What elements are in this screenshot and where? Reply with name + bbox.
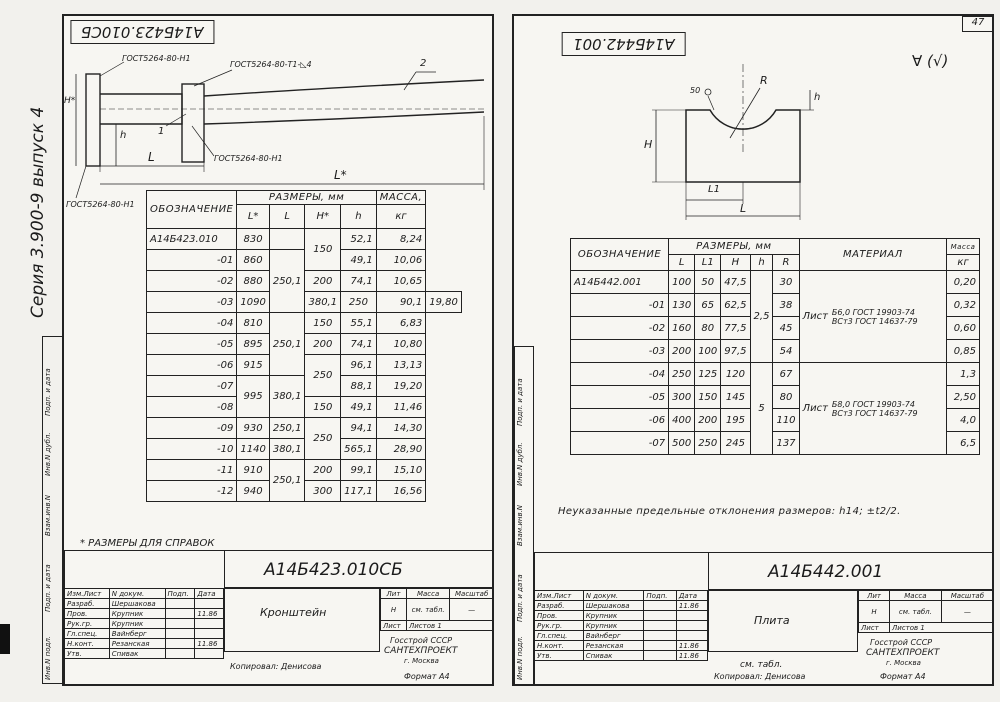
right-org-1: Госстрой СССР <box>870 638 933 647</box>
table-row: -06 915 250 96,1 13,13 <box>147 355 462 376</box>
right-roles-table <box>534 590 708 661</box>
table-row: -01 130 65 62,5 38 0,32 <box>571 294 980 317</box>
dim-label-H: Н* <box>64 96 76 106</box>
weld-note-top-right: ГОСТ5264-80-Т1-◺4 <box>230 60 312 69</box>
series-note: Серия 3.900-9 выпуск 4 <box>28 106 48 318</box>
signature-row: Н.конт. Резанская 11.86 <box>535 641 708 651</box>
table-row: А14Б442.001 100 50 47,5 2,5 30 Лист Б6,0 ГОСТ 19903-74 ВСт3 ГОСТ 14637-79 0,20 <box>571 271 980 294</box>
right-copied: Копировал: Денисова <box>714 672 806 681</box>
tolerance-note: Неуказанные предельные отклонения размеров: h14; ±t2/2. <box>558 506 901 517</box>
table-row: -02 880 200 74,1 10,65 <box>147 271 462 292</box>
signature-row: Н.конт. Резанская 11.86 <box>65 639 224 649</box>
signature-row: Пров. Крупник 11.86 <box>65 609 224 619</box>
right-material: см. табл. <box>740 660 783 670</box>
signature-row: Пров. Крупник <box>535 611 708 621</box>
table-row: -02 160 80 77,5 45 0,60 <box>571 317 980 340</box>
table-row: -05 895 200 74,1 10,80 <box>147 334 462 355</box>
left-side-col-4: Инв.N дубл. <box>44 432 52 476</box>
signature-row: Разраб. Шершакова <box>65 599 224 609</box>
roughness-mark: ∀ (√) <box>912 52 949 70</box>
left-org-2: САНТЕХПРОЕКТ <box>384 646 458 656</box>
left-side-col-5: Подп. и дата <box>44 368 52 416</box>
right-drawing-name: Плита <box>754 614 790 627</box>
table-row: А14Б423.010 830 150 52,1 8,24 <box>147 229 462 250</box>
right-side-col-3: Взам.инв.N <box>516 504 524 546</box>
right-side-col-4: Инв.N дубл. <box>516 442 524 486</box>
signature-row: Рук.гр. Крупник <box>65 619 224 629</box>
right-mirror-stamp: А14Б442.001 <box>562 32 686 56</box>
table-row: -01 860 250,1 49,1 10,06 <box>147 250 462 271</box>
col-mass-unit: кг <box>376 205 425 229</box>
weld-note-middle: ГОСТ5264-80-Н1 <box>214 154 283 163</box>
plate-dim-h: h <box>814 92 821 103</box>
col-sizes: РАЗМЕРЫ, мм <box>237 191 376 205</box>
plate-col-material: МАТЕРИАЛ <box>799 239 947 271</box>
left-side-col-3: Взам.инв.N <box>44 494 52 536</box>
left-drawing-sheet <box>44 14 494 686</box>
plate-chamfer-label: 50 <box>690 86 701 95</box>
col-designation: ОБОЗНАЧЕНИЕ <box>147 191 237 229</box>
right-format: Формат А4 <box>880 672 926 681</box>
left-org-3: г. Москва <box>404 657 439 665</box>
left-org-1: Госстрой СССР <box>390 636 453 645</box>
right-drawing-code: А14Б442.001 <box>768 562 884 582</box>
plate-dim-L1: L1 <box>708 184 720 195</box>
left-side-col-1: Инв.N подл. <box>44 635 52 680</box>
table-row: -08 150 49,1 11,46 <box>147 397 462 418</box>
col-h: h <box>341 205 377 229</box>
bracket-drawing <box>64 16 496 216</box>
table-row: -09 930 250,1 250 94,1 14,30 <box>147 418 462 439</box>
plate-size-table: ОБОЗНАЧЕНИЕ РАЗМЕРЫ, мм МАТЕРИАЛ Масса L L1 Н h R кг А14Б442.001 100 50 47,5 2,5 30 Лист Б6,0 ГОСТ 19903-74 ВСт3 ГОСТ 14637-79 0,20 -01 130 65 62,5 38 0,32 -02 160 80 77,5 45 0,60 -03 200 100 97,5 54 0,85 -04 250 125 120 5 67 Лист Б8,0 ГОСТ 19903-74 ВСт3 ГОСТ 14637-79 1,3 -05 300 150 145 80 2,50 -06 400 200 195 110 4,0 -07 500 250 245 137 6,5 <box>570 238 980 455</box>
col-Hstar: Н* <box>305 205 341 229</box>
right-lit-table: Лит Масса Масштаб Н см. табл. — Лист Листов 1 <box>858 590 994 633</box>
right-drawing-sheet <box>512 14 994 686</box>
footnote: * РАЗМЕРЫ ДЛЯ СПРАВОК <box>80 538 215 549</box>
plate-col-designation: ОБОЗНАЧЕНИЕ <box>571 239 669 271</box>
right-org-2: САНТЕХПРОЕКТ <box>866 648 940 658</box>
signature-row: Утв. Спивак 11.86 <box>535 651 708 661</box>
bracket-size-table <box>146 190 462 502</box>
left-side-col-2: Подп. и дата <box>44 564 52 612</box>
table-row: -04 250 125 120 5 67 Лист Б8,0 ГОСТ 19903-74 ВСт3 ГОСТ 14637-79 1,3 <box>571 363 980 386</box>
left-mirror-stamp: А14Б423.010СБ <box>70 20 214 44</box>
left-tb-name-cell <box>224 588 380 652</box>
plate-drawing <box>514 16 996 226</box>
page-number: 47 <box>962 16 994 32</box>
right-side-col-5: Подп. и дата <box>516 378 524 426</box>
table-row: -05 300 150 145 80 2,50 <box>571 386 980 409</box>
table-row: -11 910 250,1 200 99,1 15,10 <box>147 460 462 481</box>
left-roles-table <box>64 588 224 659</box>
col-L: L <box>269 205 305 229</box>
signature-row: Утв. Спивак <box>65 649 224 659</box>
table-row: -06 400 200 195 110 4,0 <box>571 409 980 432</box>
right-side-col-2: Подп. и дата <box>516 574 524 622</box>
signature-row: Гл.спец. Вайнберг <box>65 629 224 639</box>
left-copied: Копировал: Денисова <box>230 662 322 671</box>
table-row: -03 200 100 97,5 54 0,85 <box>571 340 980 363</box>
table-row: -03 1090 380,1 250 90,1 19,80 <box>147 292 462 313</box>
right-side-col-1: Инв.N подл. <box>516 635 524 680</box>
signature-row: Изм.Лист N докум. Подп. Дата <box>535 591 708 601</box>
col-mass: МАССА, <box>376 191 425 205</box>
signature-row: Разраб. Шершакова 11.86 <box>535 601 708 611</box>
table-row: -07 500 250 245 137 6,5 <box>571 432 980 455</box>
plate-col-mass: Масса <box>947 239 980 255</box>
signature-row: Рук.гр. Крупник <box>535 621 708 631</box>
table-row: -04 810 250,1 150 55,1 6,83 <box>147 313 462 334</box>
part-label-2: 2 <box>420 58 427 69</box>
plate-dim-L: L <box>740 202 747 215</box>
dim-label-Lstar: L* <box>334 168 347 182</box>
weld-note-top-left: ГОСТ5264-80-Н1 <box>122 54 191 63</box>
part-label-1: 1 <box>158 126 165 137</box>
plate-dim-H: Н <box>644 138 653 151</box>
signature-row: Гл.спец. Вайнберг <box>535 631 708 641</box>
weld-note-bottom-left: ГОСТ5264-80-Н1 <box>66 200 135 209</box>
table-row: -12 940 300 117,1 16,56 <box>147 481 462 502</box>
left-drawing-code: А14Б423.010СБ <box>264 560 403 580</box>
dim-label-h: h <box>120 130 127 141</box>
right-org-3: г. Москва <box>886 659 921 667</box>
col-Lstar: L* <box>237 205 269 229</box>
table-row: -07 995 380,1 88,1 19,20 <box>147 376 462 397</box>
scan-mark <box>0 624 10 654</box>
left-drawing-name: Кронштейн <box>260 606 327 619</box>
signature-row: Изм.Лист N докум. Подп. Дата <box>65 589 224 599</box>
plate-col-sizes: РАЗМЕРЫ, мм <box>669 239 799 255</box>
dim-label-L: L <box>148 150 155 164</box>
plate-dim-R: R <box>760 74 768 87</box>
left-format: Формат А4 <box>404 672 450 681</box>
table-row: -10 1140 380,1 565,1 28,90 <box>147 439 462 460</box>
left-lit-table: Лит Масса Масштаб Н см. табл. — Лист Листов 1 <box>380 588 494 631</box>
